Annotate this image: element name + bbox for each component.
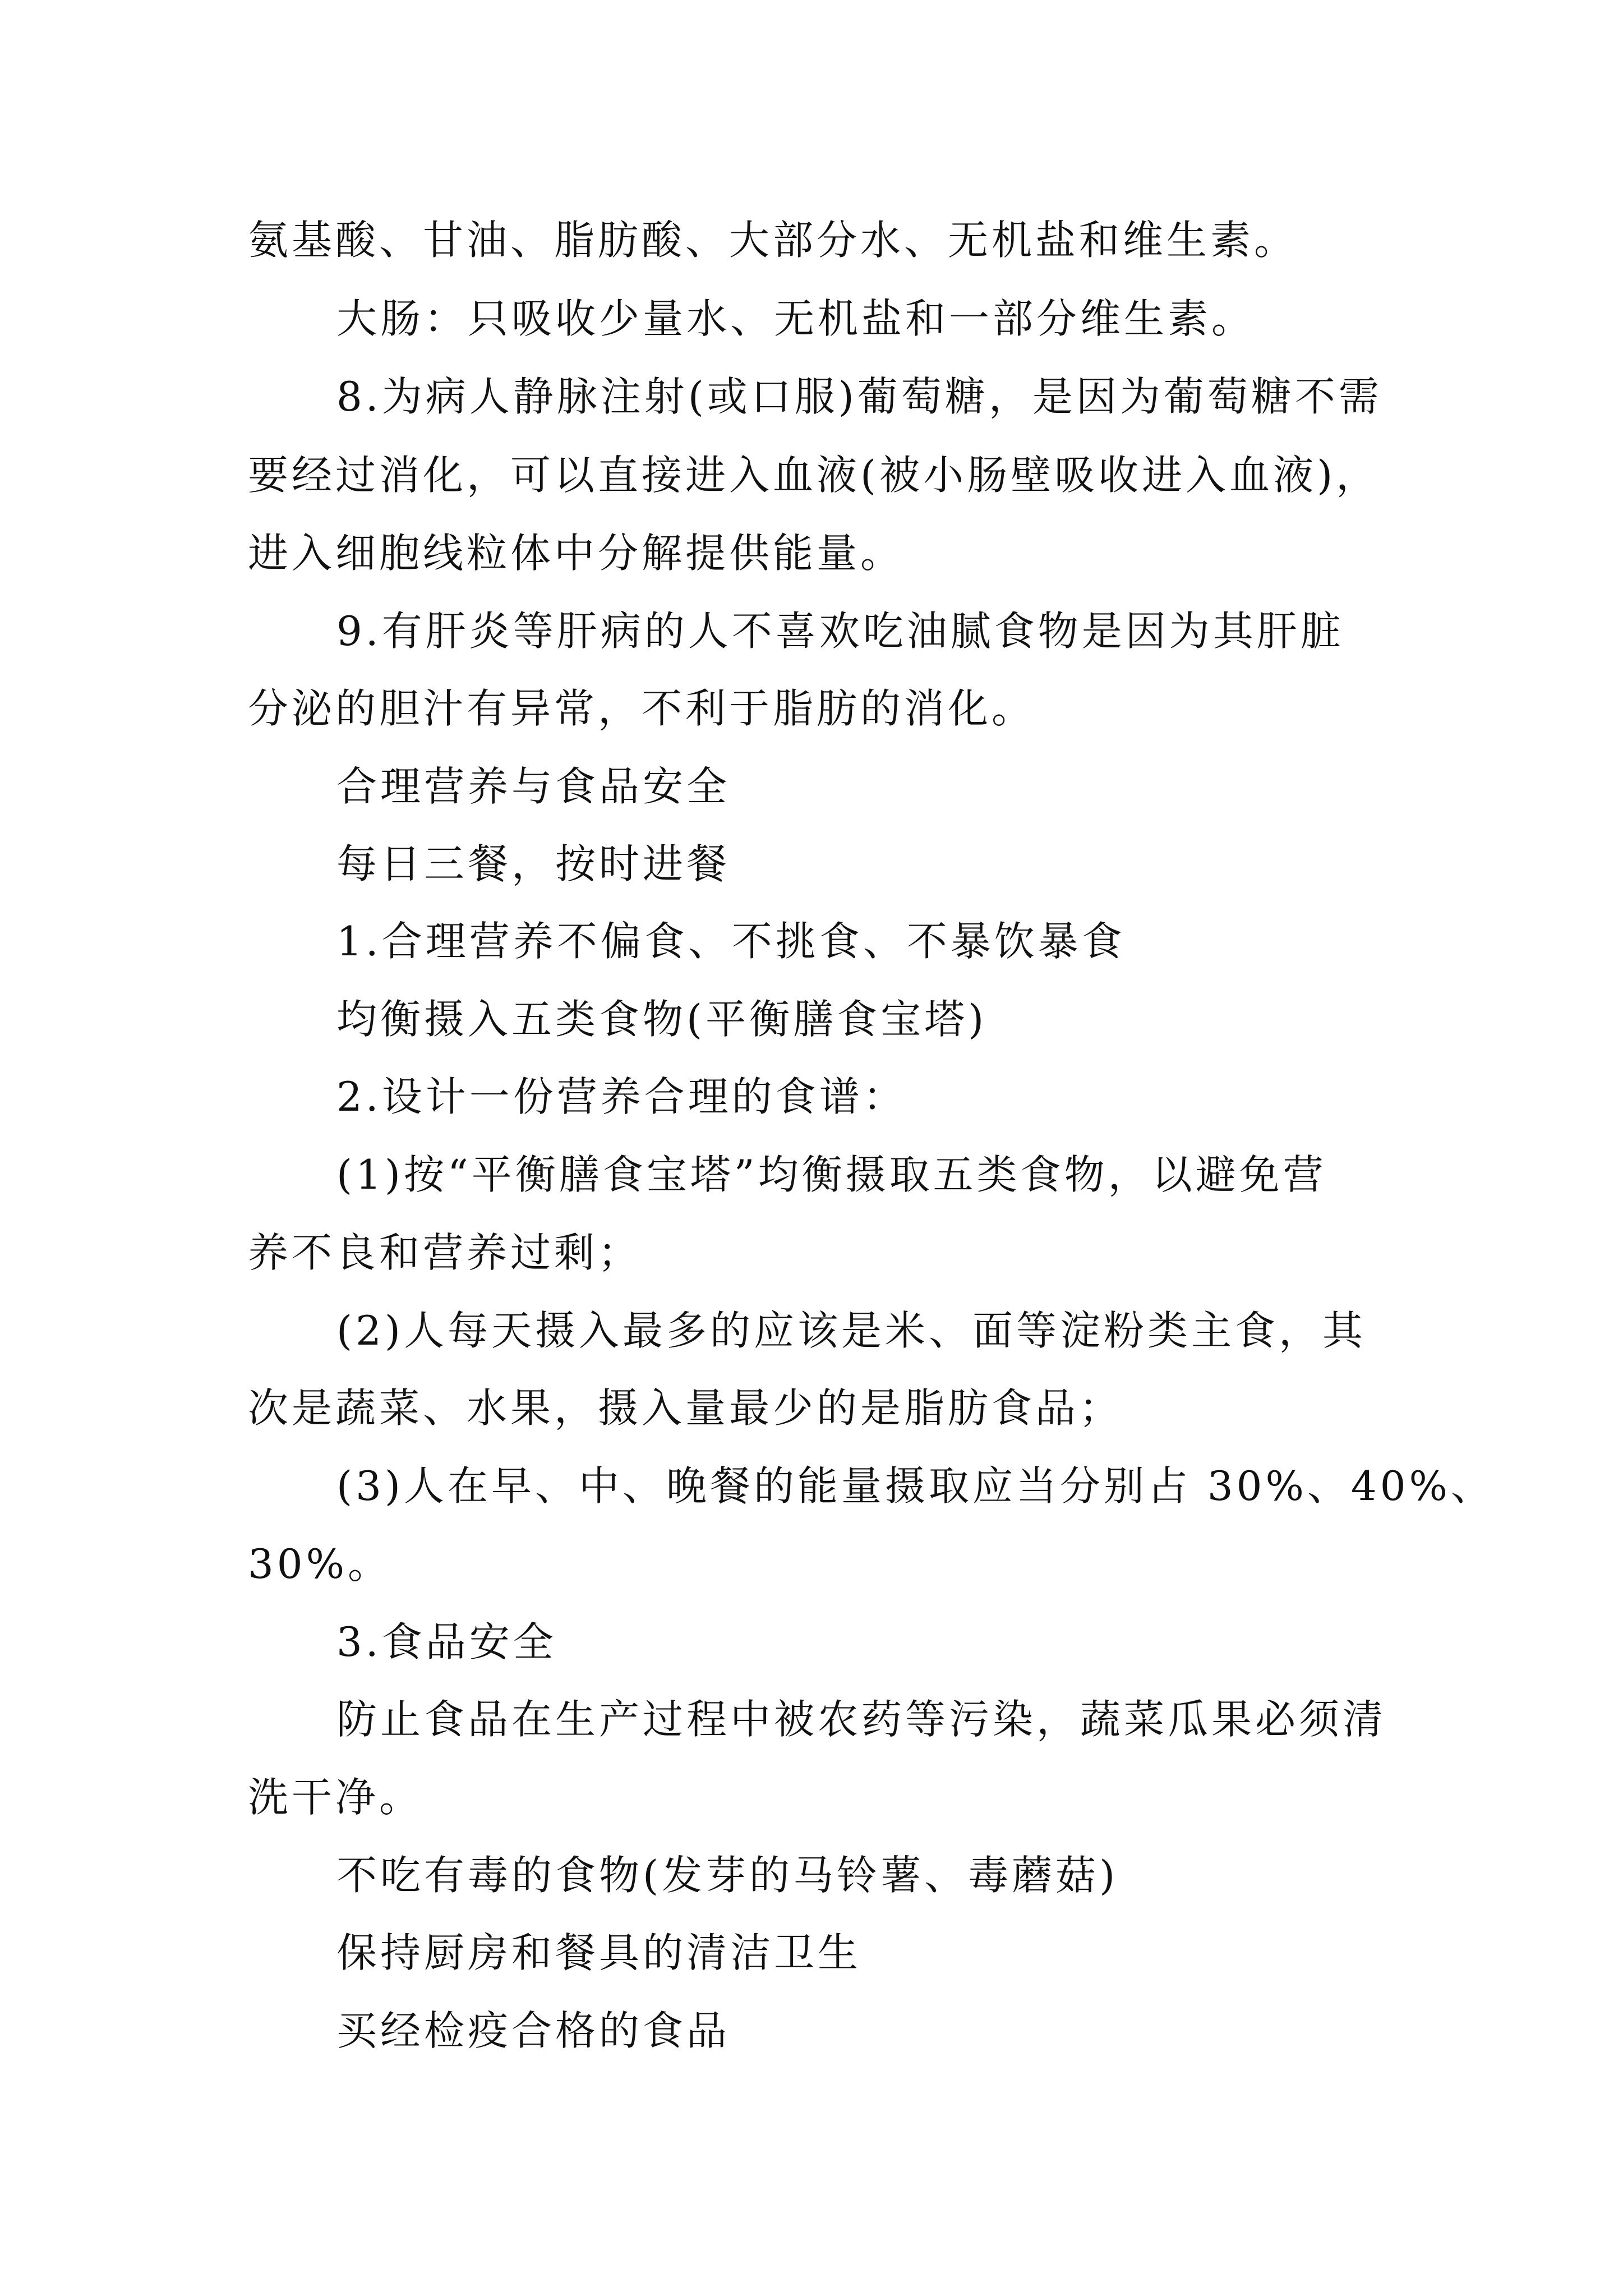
text-line: 每日三餐，按时进餐	[336, 840, 731, 887]
text-line: 30%。	[248, 1540, 392, 1588]
text-line: (2)人每天摄入最多的应该是米、面等淀粉类主食，其	[336, 1307, 1366, 1354]
text-line: 不吃有毒的食物(发芽的马铃薯、毒蘑菇)	[336, 1852, 1119, 1899]
text-line: 要经过消化，可以直接进入血液(被小肠壁吸收进入血液)，	[248, 452, 1380, 499]
text-line: 大肠：只吸收少量水、无机盐和一部分维生素。	[336, 295, 1256, 342]
text-line: 1.合理营养不偏食、不挑食、不暴饮暴食	[336, 918, 1126, 965]
text-line: 2.设计一份营养合理的食谱：	[336, 1073, 907, 1120]
text-line: 保持厨房和餐具的清洁卫生	[336, 1929, 862, 1976]
text-line: 进入细胞线粒体中分解提供能量。	[248, 530, 905, 577]
text-line: (3)人在早、中、晚餐的能量摄取应当分别占 30%、40%、	[336, 1462, 1495, 1510]
section-heading: 合理营养与食品安全	[336, 763, 731, 810]
text-line: 均衡摄入五类食物(平衡膳食宝塔)	[336, 996, 988, 1043]
text-line: 8.为病人静脉注射(或口服)葡萄糖，是因为葡萄糖不需	[336, 373, 1382, 420]
text-line: 3.食品安全	[336, 1618, 557, 1665]
text-line: 分泌的胆汁有异常，不利于脂肪的消化。	[248, 685, 1036, 732]
text-line: 氨基酸、甘油、脂肪酸、大部分水、无机盐和维生素。	[248, 217, 1298, 264]
text-line: 养不良和营养过剩；	[248, 1229, 642, 1276]
text-line: 次是蔬菜、水果，摄入量最少的是脂肪食品；	[248, 1384, 1123, 1432]
text-line: 9.有肝炎等肝病的人不喜欢吃油腻食物是因为其肝脏	[336, 608, 1344, 655]
text-line: (1)按“平衡膳食宝塔”均衡摄取五类食物，以避免营	[336, 1151, 1327, 1198]
text-line: 洗干净。	[248, 1774, 423, 1821]
text-line: 防止食品在生产过程中被农药等污染，蔬菜瓜果必须清	[336, 1696, 1387, 1743]
text-line: 买经检疫合格的食品	[336, 2007, 731, 2054]
